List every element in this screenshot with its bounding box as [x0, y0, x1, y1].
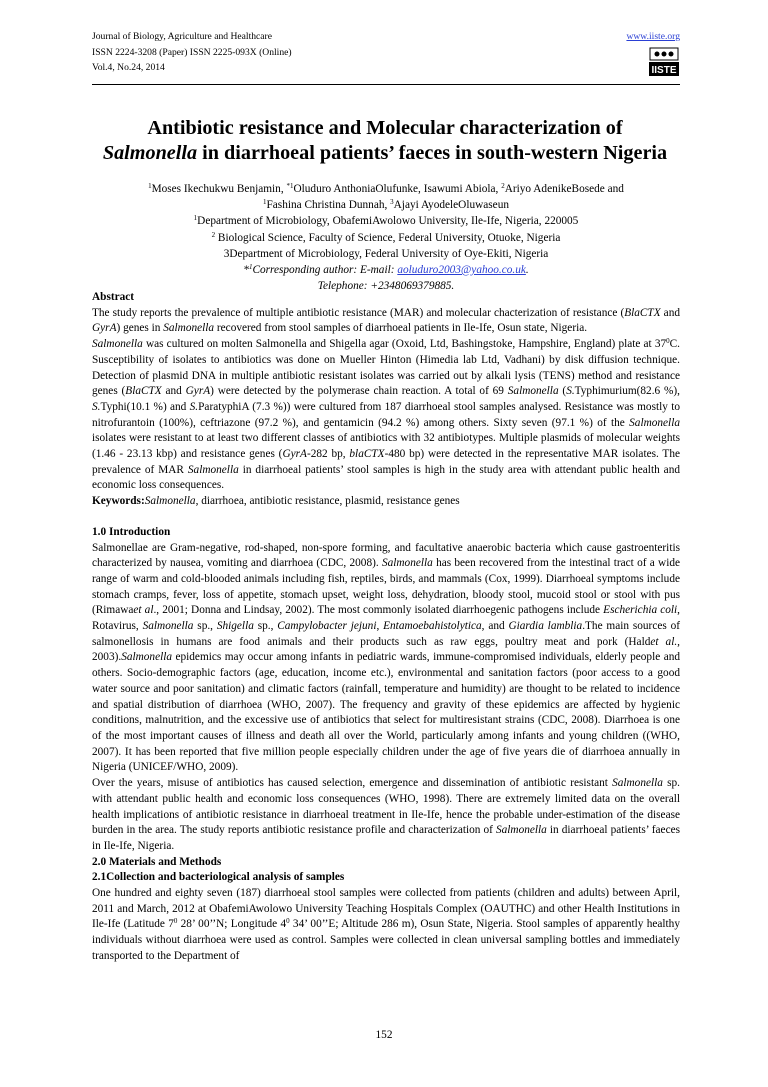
paper-body	[92, 290, 680, 965]
journal-header	[92, 29, 680, 76]
header-divider	[92, 84, 680, 85]
abstract-paragraph-1: The study reports the prevalence of multiple antibiotic resistance (MAR) and molecular chacterization of resistance (BlaCTX and GyrA) genes in Salmonella recovered from stool samples of diarrhoeal patients in Ile-Ife, Osun state, Nigeria.	[92, 306, 680, 335]
volume-line: Vol.4, No.24, 2014	[92, 62, 165, 73]
title-line-1: Antibiotic resistance and Molecular characterization of	[147, 117, 623, 139]
corresponding-author: *$^1$Corresponding author: E-mail: aoluduro2003@yahoo.co.uk.	[243, 263, 529, 277]
keywords: Keywords:Salmonella, diarrhoea, antibiotic resistance, plasmid, resistance genes	[92, 495, 460, 508]
journal-name: Journal of Biology, Agriculture and Healthcare	[92, 31, 273, 42]
author-line-1: $^1$Moses Ikechukwu Benjamin, $^{*1}$Oluduro AnthoniaOlufunke, Isawumi Abiola, $^2$Ariyo AdenikeBosede and	[148, 182, 624, 195]
telephone: Telephone: +2348069379885.	[317, 280, 455, 293]
paper-title	[80, 116, 690, 166]
logo-text: IISTE	[651, 65, 677, 76]
abstract-heading: Abstract	[92, 291, 135, 303]
author-block	[92, 181, 680, 294]
introduction-paragraph-1: Salmonellae are Gram-negative, rod-shaped, non-spore forming, and facultative anaerobic bacteria which cause gastroenteritis characterized by nausea, vomiting and diarrhoea (CDC, 2008). Salmonella has been recovered from the intestinal tract of a wide range of warm and cold-blooded animals including fish, reptiles, birds, and mammals (Cox, 1999). Diarrhoeal symptoms include stomach cramps, fever, loss of appetite, stomach upset, weight loss, dehydration, bloody stool, mucoid stool or stool with pus (Rimawaet al., 2001; Donna and Lindsay, 2002). The most commonly isolated diarrhoegenic pathogens include Escherichia coli, Rotavirus, Salmonella sp., Shigella sp., Campylobacter jejuni, Entamoebahistolytica, and Giardia lamblia.The main sources of salmonellosis in humans are food animals and their products such as raw eggs, poultry meat and pork (Haldet al., 2003).Salmonella epidemics may occur among infants in pediatric wards, immune-compromised individuals, elderly people and others. Socio-demographic factors (age, education, income etc.), environmental and sanitation factors (poor access to a good water source and poor sanitation) and climatic factors (rainfall, temperature and humidity) are thought to be related to incidence and spatial distribution of diarrhoea (WHO, 2007). The frequency and gravity of these epidemics are affected by hygienic conditions, malnutrition, and the excessive use of antibiotics that select for multiresistant strains (CDC, 2008). Diarrhoea is one of the most important causes of illness and death all over the World, particularly among infants and young children ((WHO, 2007). It has been reported that five million people especially children under the age of five years die of diarrhoea annually in Nigeria (UNICEF/WHO, 2009).	[92, 541, 681, 774]
affiliation-1: $^1$Department of Microbiology, ObafemiAwolowo University, Ile-Ife, Nigeria, 220005	[193, 214, 579, 228]
page-number: 152	[375, 1029, 393, 1041]
affiliation-2: $^2$ Biological Science, Faculty of Science, Federal University, Otuoke, Nigeria	[211, 230, 561, 244]
title-organism: Salmonella	[102, 142, 198, 164]
iiste-logo	[649, 47, 679, 77]
introduction-paragraph-2: Over the years, misuse of antibiotics has caused selection, emergence and dissemination of antibiotic resistant Salmonella sp. with attendant public health and economic loss consequences (WHO, 1998). There are extremely limited data on the overall health implications of antibiotic resistance in diarrhoeal treatment in Ile-Ife, hence the probable under-estimation of the disease burden in the area. The study reports antibiotic resistance profile and characterization of Salmonella in diarrhoeal patients’ faeces in Ile-Ife, Nigeria.	[92, 777, 680, 852]
journal-website-link[interactable]: www.iiste.org	[626, 31, 680, 42]
introduction-heading: 1.0 Introduction	[92, 525, 171, 538]
methods-subheading: 2.1Collection and bacteriological analysis of samples	[92, 871, 345, 884]
methods-paragraph-1: One hundred and eighty seven (187) diarrhoeal stool samples were collected from patients (children and adults) between April, 2011 and March, 2012 at ObafemiAwolowo University Teaching Hospitals Complex (OAUTHC) and other Health Institutions in Ile-Ife (Latitude $7^0$ 28’ 00’’N; Longitude $4^0$ 34’ 00’’E; Altitude 286 m), Osun State, Nigeria. Stool samples of apparently healthy individuals without diarrhoea were used as control. Samples were collected in clean universal sampling bottles and immediately transported to the Department of	[92, 887, 680, 962]
title-line-2: Salmonella in diarrhoeal patients’ faeces in south-western Nigeria	[102, 142, 668, 164]
methods-heading: 2.0 Materials and Methods	[92, 855, 222, 868]
email-link[interactable]: aoluduro2003@yahoo.co.uk	[397, 264, 526, 277]
issn-line: ISSN 2224-3208 (Paper) ISSN 2225-093X (Online)	[92, 46, 292, 58]
affiliation-3: 3Department of Microbiology, Federal University of Oye-Ekiti, Nigeria	[223, 247, 549, 260]
abstract-paragraph-2: Salmonella was cultured on molten Salmonella and Shigella agar (Oxoid, Ltd, Bashingstoke, Hampshire, England) plate at $37^0C$. Susceptibility of isolates to antibiotics was done on Mueller Hinton (Himedia lab Ltd, Vadhani) by disk diffusion technique. Detection of plasmid DNA in multiple antibiotic resistant isolates was carried out by alkali lysis (TENS) method and resistance genes (BlaCTX and GyrA) were detected by the polymerase chain reaction. A total of 69 Salmonella (S.Typhimurium(82.6 %), S.Typhi(10.1 %) and S.ParatyphiA (7.3 %)) were cultured from 187 diarrhoeal stool samples analysed. Resistance was mostly to nitrofurantoin (100%), ceftriazone (97.2 %), and gentamicin (94.2 %) among others. Sixty seven (97.1 %) of the Salmonella isolates were resistant to at least two different classes of antibiotics with 32 antibiotypes. Multiple plasmids of molecular weights (1.46 - 23.13 kbp) and resistance genes (GyrA-282 bp, blaCTX-480 bp) were detected in the representative MAR isolates. The prevalence of MAR Salmonella in diarrhoeal patients’ stool samples is high in the study area with attendant public health and economic loss consequences.	[92, 337, 681, 492]
author-line-2: $^1$Fashina Christina Dunnah, $^3$Ajayi AyodeleOluwaseun	[263, 198, 509, 212]
